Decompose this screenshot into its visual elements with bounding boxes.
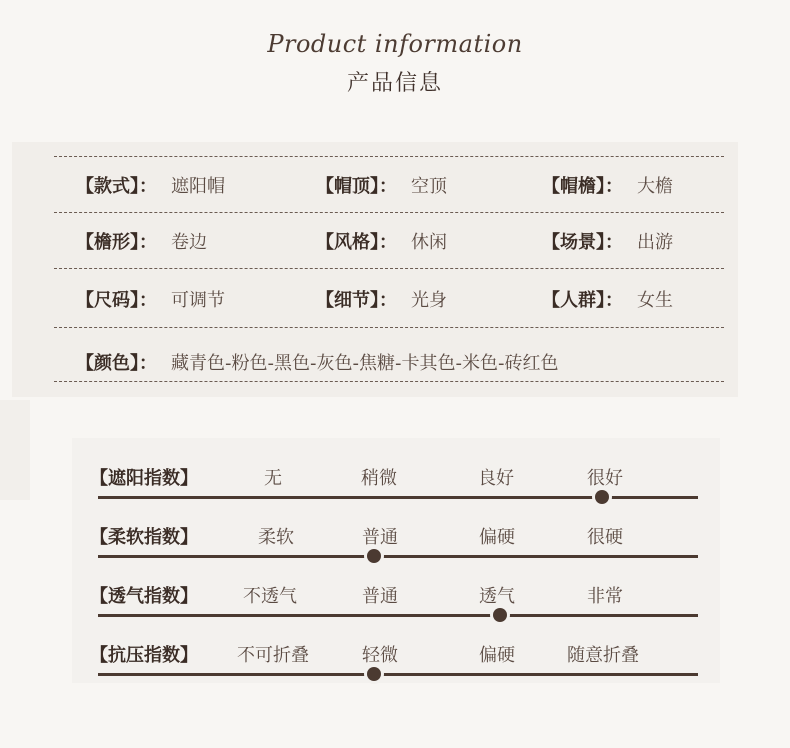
index-marker [367,549,381,563]
index-option: 良好 [478,468,514,489]
spec-item-crown [316,157,447,213]
spec-value: 休闲 [411,232,447,253]
spec-key: 【款式】： [76,176,157,197]
spec-key: 【檐形】： [76,232,157,253]
index-track [98,614,698,617]
index-option: 轻微 [362,645,398,666]
index-label: 【抗压指数】 [90,645,198,666]
index-option: 无 [264,468,282,489]
index-option: 不可折叠 [237,645,309,666]
title-english: Product information [267,30,523,58]
title-chinese: 产品信息 [346,71,443,96]
spec-key: 【帽顶】： [316,176,397,197]
index-marker [367,667,381,681]
spec-value: 藏青色-粉色-黑色-灰色-焦糖-卡其色-米色-砖红色 [171,353,559,374]
spec-value: 出游 [637,232,673,253]
spec-item-size [76,271,225,327]
spec-item-audience [542,271,673,327]
index-row-sunshade [0,450,790,508]
index-option: 柔软 [258,527,294,548]
divider [54,268,724,269]
spec-key: 【帽檐】： [542,176,623,197]
index-option: 透气 [479,586,515,607]
index-marker [595,490,609,504]
spec-key: 【风格】： [316,232,397,253]
spec-row-color [54,337,724,387]
spec-key: 【颜色】： [76,353,157,374]
divider [54,381,724,382]
spec-row [54,271,724,327]
index-label: 【柔软指数】 [90,527,198,548]
index-label: 【遮阳指数】 [90,468,198,489]
spec-item-color [76,337,558,387]
index-option: 不透气 [243,586,297,607]
index-track [98,555,698,558]
spec-value: 大檐 [637,176,673,197]
divider [54,327,724,328]
spec-value: 卷边 [171,232,207,253]
index-option: 偏硬 [479,645,515,666]
spec-item-brim [542,157,673,213]
spec-key: 【场景】： [542,232,623,253]
spec-key: 【尺码】： [76,290,157,311]
spec-value: 空顶 [411,176,447,197]
spec-item-style-type [316,213,447,269]
index-row-compression [0,627,790,685]
index-option: 普通 [362,527,398,548]
spec-value: 遮阳帽 [171,176,225,197]
index-marker [493,608,507,622]
spec-item-style [76,157,225,213]
spec-key: 【细节】： [316,290,397,311]
spec-key: 【人群】： [542,290,623,311]
spec-item-brim-shape [76,213,207,269]
index-option: 随意折叠 [567,645,639,666]
spec-value: 光身 [411,290,447,311]
spec-item-scene [542,213,673,269]
index-option: 很硬 [587,527,623,548]
spec-row [54,157,724,213]
page-header [0,30,790,97]
spec-row [54,213,724,269]
spec-value: 女生 [637,290,673,311]
index-option: 偏硬 [479,527,515,548]
index-label: 【透气指数】 [90,586,198,607]
index-option: 普通 [362,586,398,607]
index-track [98,673,698,676]
index-option: 稍微 [361,468,397,489]
index-row-softness [0,509,790,567]
spec-value: 可调节 [171,290,225,311]
index-row-breathability [0,568,790,626]
index-option: 非常 [587,586,623,607]
spec-item-detail [316,271,447,327]
index-option: 很好 [587,468,623,489]
